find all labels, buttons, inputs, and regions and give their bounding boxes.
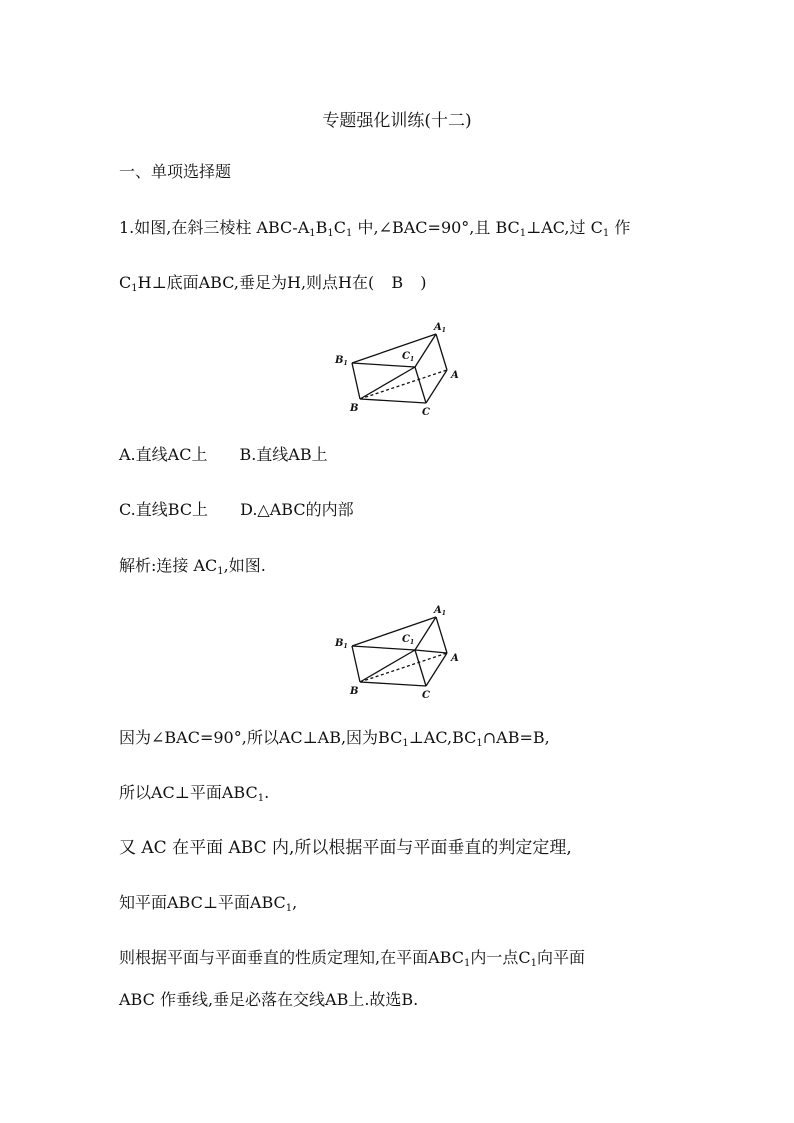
label-C1: $C_1$ <box>402 634 415 646</box>
edge-B1B <box>352 363 360 399</box>
edge-BC1 <box>360 650 415 682</box>
label-B1: $B_1$ <box>335 355 348 367</box>
edge-C1C <box>415 367 426 403</box>
solution-line-5: 则根据平面与平面垂直的性质定理知,在平面$ABC_1$内一点$C_1$向平面 <box>119 948 585 969</box>
label-C: C <box>422 690 430 701</box>
label-B: B <box>350 403 359 414</box>
question-stem-line2: $C_1H\perp$底面ABC,垂足为H,则点H在( B ) <box>119 273 427 294</box>
edge-BC <box>360 682 426 686</box>
solution-line-3: 又 AC 在平面 ABC 内,所以根据平面与平面垂直的判定定理, <box>119 838 572 858</box>
solution-line-4: 知平面ABC⊥平面$ABC_1$, <box>119 893 298 914</box>
option-a: A.直线AC上 <box>119 445 208 464</box>
answer-blank: B <box>391 273 404 292</box>
edge-B1A1 <box>352 617 436 646</box>
edge-CA <box>426 370 447 403</box>
page-title: 专题强化训练(十二) <box>322 111 472 131</box>
solution-line-2: 所以AC⊥平面$ABC_1$. <box>119 783 270 804</box>
label-C1: $C_1$ <box>402 351 415 363</box>
solution-intro: 解析:连接 $AC_1$,如图. <box>119 556 266 577</box>
edge-BC <box>360 399 426 403</box>
edge-B1A1 <box>352 334 436 363</box>
prism-figure-1 <box>330 315 470 420</box>
edge-CA <box>426 653 447 686</box>
edge-A1A <box>436 617 447 653</box>
edge-BC1 <box>360 367 415 399</box>
options-row-2 <box>119 500 354 520</box>
section-heading: 一、单项选择题 <box>119 162 232 181</box>
edge-C1C <box>415 650 426 686</box>
edge-B1B <box>352 646 360 682</box>
label-B: B <box>350 686 359 697</box>
solution-line-1: 因为∠BAC=90°,所以AC⊥AB,因为$BC_1\perp AC,BC_1\cap AB=B$, <box>119 728 550 749</box>
options-row-1 <box>119 445 328 465</box>
edge-C1A1 <box>415 617 436 650</box>
edge-B1C1 <box>352 646 415 650</box>
edge-AC1 <box>415 650 447 653</box>
prism-figure-2 <box>330 598 470 703</box>
label-B1: $B_1$ <box>335 638 348 650</box>
label-C: C <box>422 407 430 418</box>
option-c: C.直线BC上 <box>119 500 209 519</box>
edge-A1A <box>436 334 447 370</box>
edge-C1A1 <box>415 334 436 367</box>
solution-line-6: ABC 作垂线,垂足必落在交线AB上.故选B. <box>119 990 419 1009</box>
label-A1: $A_1$ <box>434 605 446 617</box>
question-stem-line1: 1.如图,在斜三棱柱 ABC-$A_1B_1C_1$ 中,∠BAC=90°,且 $BC_1\perp AC$,过 $C_1$ 作 <box>119 218 631 239</box>
edge-B1C1 <box>352 363 415 367</box>
option-b: B.直线AB上 <box>239 445 328 464</box>
label-A: A <box>451 370 459 381</box>
label-A1: $A_1$ <box>434 322 446 334</box>
option-d: D.△ABC的内部 <box>240 500 354 519</box>
label-A: A <box>451 653 459 664</box>
